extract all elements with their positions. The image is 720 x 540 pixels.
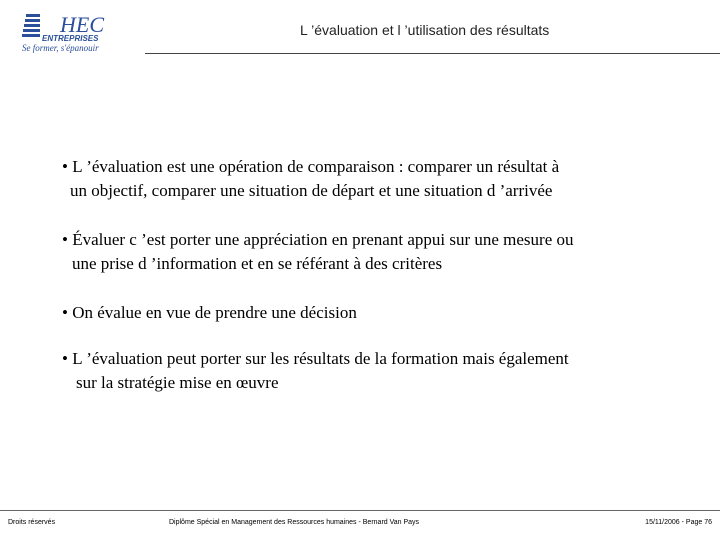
logo-tagline: Se former, s'épanouir [22, 43, 99, 53]
slide-title: L ’évaluation et l ’utilisation des résultats [300, 22, 550, 38]
footer-date-page: 15/11/2006 - Page 76 [645, 519, 712, 526]
bullet-line: une prise d ’information et en se référant à des critères [72, 254, 443, 273]
header-divider [145, 53, 720, 54]
bullet-item [62, 155, 682, 203]
bullet-line: sur la stratégie mise en œuvre [76, 373, 279, 392]
footer-rights: Droits réservés [8, 519, 56, 526]
bullet-line: un objectif, comparer une situation de départ et une situation d ’arrivée [70, 181, 553, 200]
logo-hec-text: HEC [60, 12, 104, 37]
footer-course: Diplôme Spécial en Management des Ressources humaines - Bernard Van Pays [169, 519, 420, 526]
bullet-line: • On évalue en vue de prendre une décision [62, 303, 357, 322]
logo-subtext: ENTREPRISES [42, 34, 99, 43]
footer-divider [0, 510, 720, 511]
bullet-line: • Évaluer c ’est porter une appréciation en prenant appui sur une mesure ou [62, 230, 574, 249]
bullet-line: • L ’évaluation est une opération de comparaison : comparer un résultat à [62, 157, 560, 176]
bullet-item [62, 347, 682, 395]
bullet-line: • L ’évaluation peut porter sur les résultats de la formation mais également [62, 349, 569, 368]
hec-logo [20, 10, 140, 54]
bullet-item [62, 228, 682, 276]
bullet-item [62, 301, 682, 325]
